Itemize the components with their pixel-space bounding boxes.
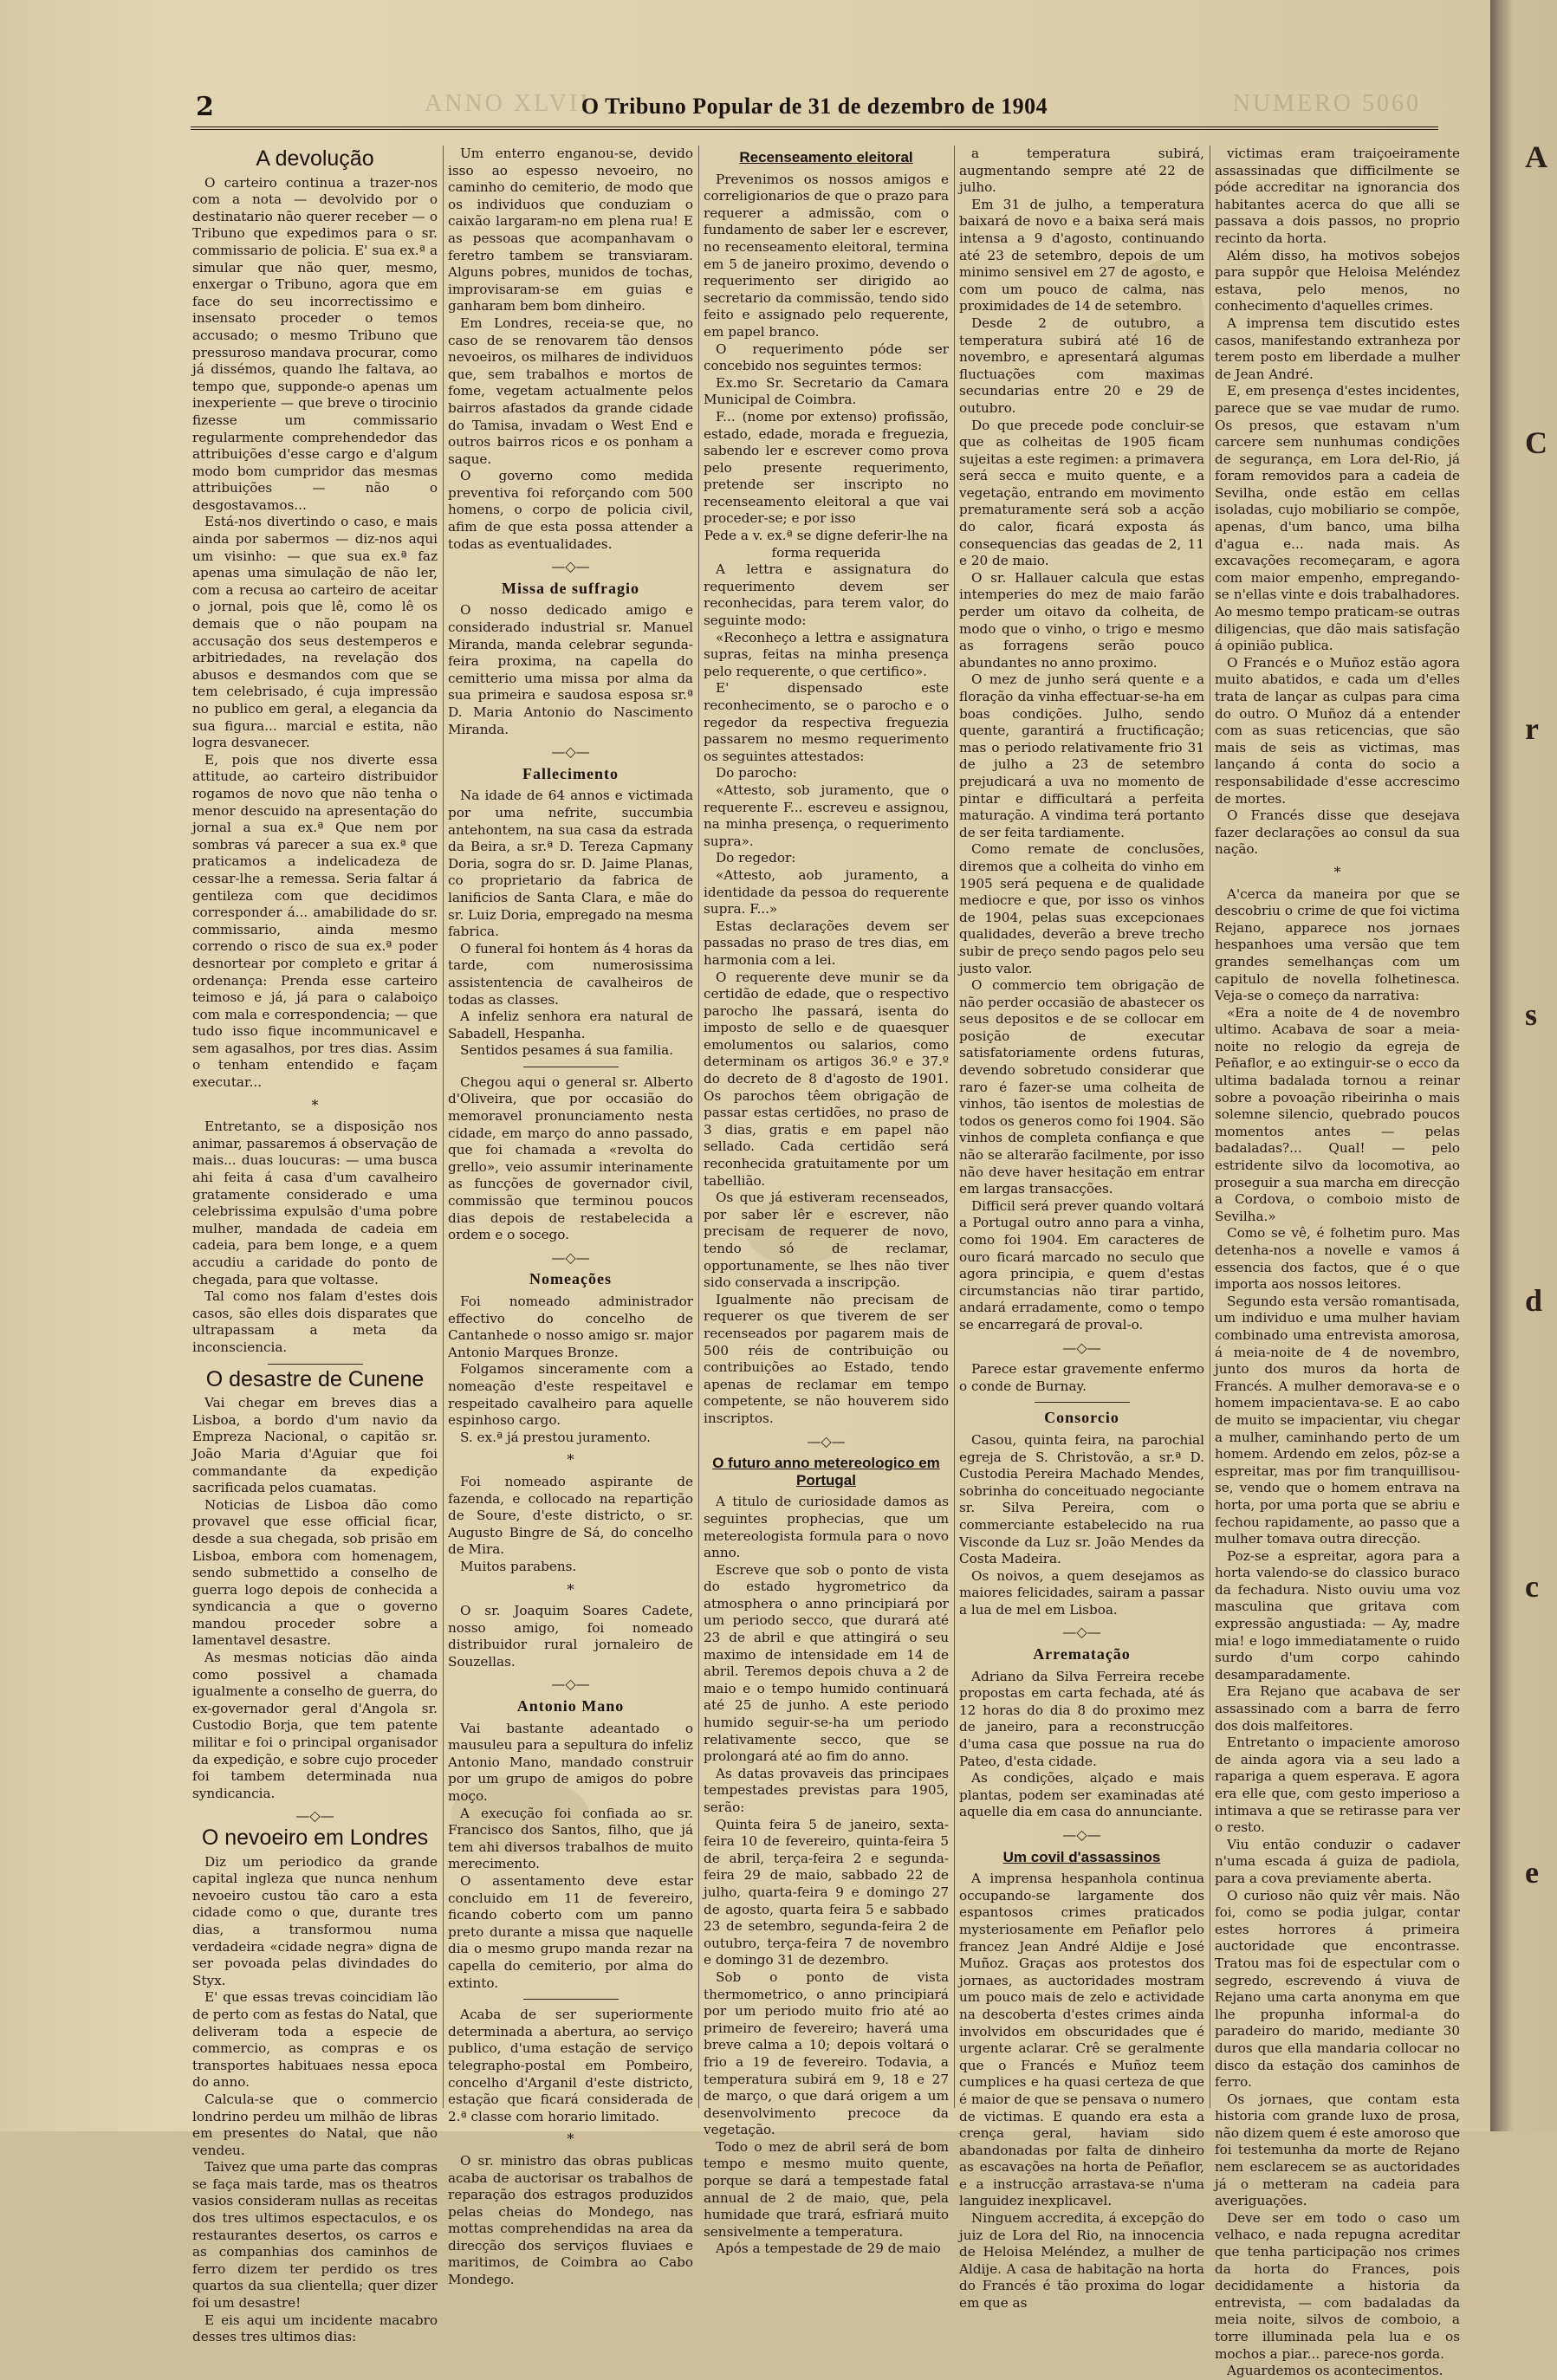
section-heading: O futuro anno metereologico em Portugal [712, 1455, 940, 1488]
paragraph: Do regedor: [716, 850, 796, 866]
paragraph: Poz-se a espreitar, agora para a horta valendo-se do classico buraco da fechadura. Nisto ouviu uma voz masculina que gritava com expressão angustiada: — Ay, madre mia! e logo immediatamente o ruido surdo d'um corpo cahindo desamparadamente. [1215, 1547, 1460, 1683]
section-heading: Nomeações [529, 1270, 612, 1288]
paragraph: Sentidos pesames á sua familia. [460, 1042, 674, 1059]
facing-page-letter: s [1525, 997, 1538, 1032]
ornament-divider: —◇— [551, 743, 590, 761]
paragraph: E' que essas trevas coincidiam lão de perto com as festas do Natal, que deliveram toda a especie de commercio, as compras e os transportes habituaes nessa epoca do anno. [192, 1989, 438, 2091]
paragraph: a temperatura subirá, augmentando sempre até 22 de julho. [959, 146, 1204, 196]
paragraph: A imprensa hespanhola continua occupando-se largamente dos espantosos crimes praticados mysteriosamente em Peñaflor pelo francez Jean André Aldije e José Muñoz. Graças aos protestos dos jornaes, as auctoridades mostram um pouco mais de zelo e actividade na descoberta d'estes crimes ainda involvidos em obscuridades que é urgente aclarar. Crê se geralmente que o Francés e Muñoz teem cumplices e ha quasi certeza de que é maior de que se pensava o numero de victimas. E quando era esta a crença geral, haviam sido abandonadas por falta de dinheiro as escavações na horta de Peñaflor, e a instrucção arrastava-se n'uma languidez inexplicavel. [959, 1871, 1204, 2209]
ornament-divider: —◇— [551, 1676, 590, 1693]
paragraph: Quinta feira 5 de janeiro, sexta-feira 10 de fevereiro, quinta-feira 5 de abril, terça-feira 2 e segunda-feira 29 de maio, sabbado 22 de julho, quarta-feira 9 e domingo 27 de agosto, quarta feira 5 e sabbado 23 de setembro, segunda-feira 2 de outubro, terça-feira 7 de novembro e domingo 31 de dezembro. [704, 1816, 949, 1968]
paragraph: Como se vê, é folhetim puro. Mas detenha-nos a novelle e vamos á essencia dos factos, que é o que importa aos nossos leitores. [1215, 1225, 1460, 1293]
column-3 [704, 146, 949, 2257]
paragraph: Em Londres, receia-se que, no caso de se renovarem tão densos nevoeiros, os milhares de individuos que, sem trabalhos e mortos de fome, vegetam actualmente pelos bairros afastados da grande cidade do Tamisa, invadam o West End e outros bairros ricos e os ponham a saque. [448, 315, 693, 467]
paragraph: Ex.mo Sr. Secretario da Camara Municipal de Coimbra. [704, 374, 949, 408]
paragraph: Está-nos divertindo o caso, e mais ainda por sabermos — diz-nos aqui um visinho: — que sua ex.ª faz apenas uma simulação de não ler, com a recusa ao carteiro de aceitar o jornal, pois que lê, como lê os demais que o não poupam na accusação dos seus destemperos e arbitriedades, na revelação dos abusos e desmandos com que se tem celebrisado, é cuja impressão no publico em geral, a elegancia da sua figura... marcial e estita, não logra desvanecer. [192, 514, 438, 751]
paragraph: Entretanto, se a disposição nos animar, passaremos á observação de mais... duas loucuras: — uma busca ahi feita á casa d'um cavalheiro gratamente considerado e uma celebrissima expulsão d'uma pobre mulher, mandada de cadeia em cadeia, para bem longe, e a quem accudiu a caridade do ponto de chegada, para que voltasse. [192, 1119, 438, 1287]
bleed-through-left: ANNO XLVII [425, 90, 591, 117]
paragraph: Um enterro enganou-se, devido isso ao espesso nevoeiro, no caminho do cemiterio, de modo que os individuos que conduziam o caixão largaram-no em plena rua! E as pessoas que acompanhavam o feretro tambem se transviaram. Alguns pobres, munidos de tochas, improvisaram-se em guias e ganharam bem bom dinheiro. [448, 146, 693, 315]
paragraph: «Reconheço a lettra e assignatura supras, feitas na minha presença pelo requerente, o que certifico». [704, 629, 949, 679]
masthead: O Tribuno Popular de 31 de dezembro de 1904 [581, 94, 1048, 119]
paragraph: O curioso não quiz vêr mais. Não foi, como se podia julgar, contar estes horrores á primeira auctoridade que encontrasse. Tratou mas foi de espectular com o segredo, escrevendo á viuva de Rejano uma carta anonyma em que lhe propunha informal-a do paradeiro do marido, mediante 30 duros que ella mandaria collocar no disco da estação dos caminhos de ferro. [1215, 1887, 1460, 2091]
asterisk-divider: * [567, 2130, 574, 2148]
paragraph: Era Rejano que acabava de ser assassinado com a barra de ferro dos dois malfeitores. [1215, 1683, 1460, 1734]
paragraph: Parece estar gravemente enfermo o conde de Burnay. [959, 1361, 1204, 1394]
paragraph: As mesmas noticias dão ainda como possivel a chamada igualmente a conselho de guerra, do ex-governador geral d'Angola sr. Custodio Borja, que tem patente militar e foi o principal organisador da expedição, e sobre cujo proceder foi tambem determinada nua syndicancia. [192, 1650, 438, 1801]
paragraph: O requerimento póde ser concebido nos seguintes termos: [704, 340, 949, 374]
paragraph: E' dispensado este reconhecimento, se o parocho e o regedor da respectiva freguezia passarem no mesmo requerimento os seguintes attestados: [704, 680, 949, 764]
ornament-divider: —◇— [1062, 1624, 1101, 1641]
paragraph: Como remate de conclusões, diremos que a colheita do vinho em 1905 será pequena e de qualidade mediocre e que, por isso os vinhos de 1904, pelas suas excepcionaes qualidades, deverão a breve trecho subir de preço sendo pagos pelo seu justo valor. [959, 841, 1204, 976]
paragraph: Prevenimos os nossos amigos e correligionarios de que o prazo para requerer a admissão, com o fundamento de saber ler e escrever, no recenseamento eleitoral, termina em 5 de janeiro proximo, devendo o requerimento ser dirigido ao secretario da commissão, tendo sido feito e assignado pelo requerente, em papel branco. [704, 171, 949, 340]
paragraph: O carteiro continua a trazer-nos com a nota — devolvido por o destinatario não querer receber — o Tribuno que expedimos para o sr. commissario de policia. E' sua ex.ª a simular que não quer, mesmo, enxergar o Tribuno, agora que em face do seu incorrectissimo e insensato proceder o temos accusado; o mesmo Tribuno que pressuroso mandava procurar, como já dissémos, quando lhe faltava, ao tempo que, supponde-o apenas um inexperiente — que breve o tirocinio fizesse um commissario regularmente comprehendedor das attribuições d'esse cargo e d'algum modo bom cumpridor das mesmas attribuições — não o desgostavamos... [192, 174, 438, 513]
facing-page-letter: C [1525, 425, 1547, 460]
paragraph: E, pois que nos diverte essa attitude, ao carteiro distribuidor rogamos de novo que não tenha o menor descuido na apresentação do jornal a sua ex.ª Que nem por sombras vá parecer a sua ex.ª que praticamos a indelicadeza de cessar-lhe a remessa. Seria faltar á gentileza com que decidimos corresponder á... amabilidade do sr. commissario, ainda mesmo correndo o risco de sua ex.ª poder desnortear por completo e gritar á ordenança: Prenda esse carteiro teimoso e já, já para o calaboiço com mala e correspondencia; — que tudo isso fique incommunicavel e sem agasalhos, por tres dias. Assim o tenham entendido e façam executar... [192, 751, 438, 1091]
paragraph: Desde 2 de outubro, a temperatura subirá até 16 de novembro, e apresentará algumas fluctuações com maximas secundarias entre 20 e 29 de outubro. [959, 315, 1204, 416]
asterisk-divider: * [567, 1580, 574, 1598]
facing-page-letter: d [1525, 1283, 1543, 1318]
paragraph: Os noivos, a quem desejamos as maiores felicidades, sairam a passar a lua de mel em Lisboa. [959, 1567, 1204, 1618]
asterisk-divider: * [1333, 863, 1341, 880]
paragraph: O requerente deve munir se da certidão de edade, que o respectivo parocho lhe passará, isenta do imposto de sello e de quaesquer emolumentos ou salarios, como determinam os artigos 36.º e 37.º do decreto de 8 d'agosto de 1901. Os parochos têem obrigação de passar estas certidões, no praso de 3 dias, gratis e em papel não sellado. Cada certidão será reconhecida gratuitamente por um tabellião. [704, 969, 949, 1189]
paragraph: Do parocho: [716, 765, 797, 781]
section-heading: Antonio Mano [516, 1697, 625, 1715]
paragraph: Casou, quinta feira, na parochial egreja de S. Christovão, a sr.ª D. Custodia Pereira Machado Mendes, sobrinha do conceituado negociante sr. Silva Pereira, com o commerciante estabelecido na rua Visconde da Luz sr. João Mendes da Costa Madeira. [959, 1431, 1204, 1567]
paragraph: Os que já estiveram recenseados, por saber lêr e escrever, não precisam de requerer de novo, tendo só de reclamar, opportunamente, se lhes não tiver sido conservada a inscripção. [704, 1190, 949, 1291]
column-5 [1215, 146, 1460, 2379]
asterisk-divider: * [567, 1451, 574, 1469]
paragraph: Todo o mez de abril será de bom tempo e mesmo muito quente, porque se dará a tempestade fatal annual de 2 de maio, que, pela humidade que trará, esfriará muito sensivelmente a temperatura. [704, 2138, 949, 2240]
ornament-divider: —◇— [807, 1432, 846, 1449]
paragraph: victimas eram traiçoeiramente assassinadas que difficilmente se póde accreditar na ignorancia dos habitantes acerca do que alli se passava a dois passos, no proprio recinto da horta. [1215, 146, 1460, 246]
column-2 [448, 146, 693, 2288]
section-heading: Arrematação [1033, 1645, 1131, 1663]
paragraph: O sr. Joaquim Soares Cadete, nosso amigo, foi nomeado distribuidor rural jornaleiro de Souzellas. [448, 1603, 693, 1670]
paragraph: O mez de junho será quente e a floração da vinha effectuar-se-ha em boas condições. Julho, sendo quente, garantirá a fructificação; mas o periodo relativamente frio 31 de julho a 23 de setembro prejudicará a uva no momento de pintar e difficultará a perfeita maturação. A vindima terá portanto de ser feita tardiamente. [959, 671, 1204, 840]
paragraph: Estas declarações devem ser passadas no praso de tres dias, em harmonia com a lei. [704, 918, 949, 968]
paragraph: A lettra e assignatura do requerimento devem ser reconhecidas, para terem valor, do seguinte modo: [704, 561, 949, 629]
paragraph: S. ex.ª já prestou juramento. [460, 1429, 651, 1445]
page-number: 2 [196, 92, 214, 122]
paragraph: Em 31 de julho, a temperatura baixará de novo e a baixa será mais intensa a 9 d'agosto, continuando até 23 de setembro, depois de um minimo sensivel em 27 de agosto, e com um pouco de calma, nas proximidades de 14 de setembro. [959, 196, 1204, 315]
paragraph: Foi nomeado administrador effectivo do concelho de Cantanhede o nosso amigo sr. major Antonio Marques Bronze. [448, 1294, 693, 1360]
paragraph: Adriano da Silva Ferreira recebe propostas em carta fechada, até ás 12 horas do dia 8 do proximo mez de janeiro, para a reconstrucção d'uma casa que possue na rua do Pateo, d'esta cidade. [959, 1668, 1204, 1769]
rule-divider [1035, 1402, 1130, 1403]
paragraph: Escreve que sob o ponto de vista do estado hygrometrico da atmosphera o anno principiará por um periodo secco, que durará até 23 de abril e que attingirá o seu maximo de intensidade em 14 de abril. Teremos depois chuva a 2 de maio e o tempo humido continuará até 25 de junho. A este periodo humido seguir-se-ha um periodo relativamente secco, que se prolongará até ao fim do anno. [704, 1561, 949, 1765]
paragraph: Calcula-se que o commercio londrino perdeu um milhão de libras em presentes do Natal, que não vendeu. [192, 2091, 438, 2158]
paragraph: Segundo esta versão romantisada, um individuo e uma mulher haviam combinado uma entrevista amorosa, á meia-noite de 4 de novembro, junto dos muros da horta de Francés. A mulher demorava-se e o homem impacientava-se. E ao cabo de muito se impacientar, viu chegar a mulher, caminhando perto de um homem. Ardendo em zelos, pôz-se a espreitar, mas por fim tranquillisou-se, vendo que o homem entrava na horta, por uma porta que se abriu e fechou rapidamente, ao passo que a mulher tomava outra direcção. [1215, 1293, 1460, 1547]
section-heading: Recenseamento eleitoral [739, 149, 913, 165]
paragraph: O Francés disse que desejava fazer declarações ao consul da sua nação. [1215, 807, 1460, 858]
paragraph: «Attesto, aob juramento, a identidade da pessoa do requerente supra. F...» [704, 866, 949, 918]
facing-page-letter: r [1525, 711, 1539, 746]
paragraph: A infeliz senhora era natural de Sabadell, Hespanha. [448, 1008, 693, 1041]
ornament-divider: —◇— [551, 1248, 590, 1266]
paragraph: E eis aqui um incidente macabro desses tres ultimos dias: [192, 2312, 438, 2345]
paragraph: Taivez que uma parte das compras se faça mais tarde, mas os theatros vasios consideram nullas as receitas dos tres ultimos espectaculos, e os restaurantes desertos, os carros e as companhias dos caminhos de ferro dizem ter perdido os tres quartos da sua clientella; quer dizer foi um desastre! [192, 2159, 438, 2312]
rule-divider [523, 1999, 619, 2000]
paragraph: O nosso dedicado amigo e considerado industrial sr. Manuel Miranda, manda celebrar segunda-feira proxima, na capella do cemitterio uma missa por alma da sua primeira e saudosa esposa sr.ª D. Maria Antonio do Nascimento Miranda. [448, 602, 693, 737]
section-heading: Consorcio [1044, 1409, 1119, 1427]
ornament-divider: —◇— [295, 1807, 334, 1825]
paragraph: A titulo de curiosidade damos as seguintes prophecias, que um metereologista formula para o novo anno. [704, 1494, 949, 1561]
paragraph: Ninguem accredita, á excepção do juiz de Lora del Rio, na innocencia de Heloisa Meléndez, a mulher de Aldije. A casa de habitação na horta do Francés é tão proxima do logar em que as [959, 2210, 1204, 2312]
facing-page-letter: A [1525, 139, 1547, 174]
section-heading: Missa de suffragio [502, 579, 639, 597]
paragraph: As condições, alçado e mais plantas, podem ser examinadas até aquelle dia em casa do annunciante. [959, 1770, 1204, 1820]
ornament-divider: —◇— [551, 558, 590, 575]
paragraph: O Francés e o Muñoz estão agora muito abatidos, e cada um d'elles trata de lançar as culpas para cima do outro. O Muñoz dá a entender com as suas reticencias, que são mais de seis as victimas, mas lançando á conta do socio a responsabilidade d'esse accrescimo de mortes. [1215, 654, 1460, 807]
paragraph: Foi nomeado aspirante de fazenda, e collocado na repartição de Soure, d'este districto, o sr. Augusto Bingre de Sá, do concelho de Mira. [448, 1473, 693, 1558]
paragraph: O sr. Hallauer calcula que estas intemperies do mez de maio farão perder um oitavo da colheita, de modo que o vinho, o trigo e mesmo as forragens serão pouco abundantes no anno proximo. [959, 569, 1204, 671]
paragraph: Igualmente não precisam de requerer os que tiverem de ser recenseados por pagarem mais de 500 réis de contribuição ou contribuições ao Estado, tendo apenas de reclamar em tempo competente, se não houverem sido inscriptos. [704, 1291, 949, 1426]
paragraph: Vai chegar em breves dias a Lisboa, a bordo d'um navio da Empreza Nacional, o capitão sr. João Maria d'Aguiar que foi commandante da expedição sacrificada pelos cuamatas. [192, 1395, 438, 1496]
asterisk-divider: * [311, 1096, 319, 1113]
bleed-through-right: NUMERO 5060 [1232, 90, 1421, 117]
article-headline: O nevoeiro em Londres [201, 1826, 429, 1850]
paragraph: Sob o ponto de vista thermometrico, o anno principiará por um periodo muito frio até ao primeiro de fevereiro; haverá uma breve calma a 10; depois voltará o frio a 19 de fevereiro. Todavia, a temperatura subirá em 9, 18 e 27 de março, o que dará origem a um desenvolvimento precoce da vegetação. [704, 1968, 949, 2138]
paragraph: O commercio tem obrigação de não perder occasião de abastecer os seus depositos e de se collocar em posição de executar satisfatoriamente ordens futuras, devendo sobretudo considerar que raro é fazer-se uma colheita de vinhos, tão isentos de molestias de todos os generos como foi 1904. São vinhos de completa confiança e que não se alterarão facilmente, por isso não deve haver hesitação em entrar em largas transacções. [959, 977, 1204, 1197]
paragraph: O assentamento deve estar concluido em 11 de fevereiro, ficando coberto com um panno preto durante a missa que naquelle dia o mesmo grupo manda rezar na capella do cemiterio, por alma do extinto. [448, 1873, 693, 1991]
article-headline: A devolução [256, 146, 374, 171]
paragraph: E, em presença d'estes incidentes, parece que se vae mudar de rumo. Os presos, que estavam n'um carcere sem nunhumas condições de segurança, em Lora del-Rio, já foram removidos para a cadeia de Sevilha, onde estão em cellas isoladas, cujo mobiliario se compõe, apenas, d'um banco, uma bilha d'agua e... nada mais. As excavações recomeçaram, e agora com maior empenho, empregando-se n'ellas vinte e dois trabalhadores. Ao mesmo tempo praticam-se outras diligencias, que dão mais satisfação á opinião publica. [1215, 383, 1460, 654]
section-heading: Um covil d'assassinos [1002, 1848, 1161, 1865]
paragraph: «Era a noite de 4 de novembro ultimo. Acabava de soar a meia-noite no relogio da egreja de Peñaflor, e ao extinguir-se o ecco da ultima badalada tornou a reinar sobre a povoação ribeirinha o mais solemne silencio, quebrado poucos momentos antes — pelas badaladas?... Qual! — pelo estridente silvo da locomotiva, ao proseguir a sua marcha em direcção a Cordova, o comboio misto de Sevilha.» [1215, 1004, 1460, 1224]
paragraph: A imprensa tem discutido estes casos, manifestando extranheza por terem posto em liberdade a mulher de Jean André. [1215, 315, 1460, 382]
paragraph: Os jornaes, que contam esta historia com grande luxo de prosa, não dizem quem é este amoroso que foi testemunha da morte de Rejano nem esclarecem se as auctoridades já o metteram na cadeia para averiguações. [1215, 2091, 1460, 2209]
paragraph: O sr. ministro das obras publicas acaba de auctorisar os trabalhos de reparação dos estragos produzidos pelas cheias do Mondego, nas mottas comprehendidas na area da direcção dos serviços fluviaes e maritimos, de Coimbra ao Cabo Mondego. [448, 2152, 693, 2288]
ornament-divider: —◇— [1062, 1826, 1101, 1843]
page-header [191, 87, 1438, 130]
rule-divider [268, 1364, 363, 1365]
paragraph: Folgamos sinceramente com a nomeação d'este respeitavel e respeitado cavalheiro para aquelle espinhoso cargo. [448, 1361, 693, 1429]
ornament-divider: —◇— [1062, 1339, 1101, 1356]
column-divider [698, 146, 699, 2108]
paragraph: Viu então conduzir o cadaver n'uma escada á guiza de padiola, para a cova previamente aberta. [1215, 1836, 1460, 1886]
paragraph: Difficil será prever quando voltará a Portugal outro anno para a vinha, como foi 1904. Em caracteres de ouro ficará marcado no seculo que agora principia, e quem d'estas circumstancias não tirar partido, andará erradamente, como o tempo se encarregará de proval-o. [959, 1197, 1204, 1333]
paragraph: A execução foi confiada ao sr. Francisco dos Santos, filho, que já tem ahi diversos trabalhos de muito merecimento. [448, 1805, 693, 1872]
paragraph: Muitos parabens. [460, 1558, 577, 1574]
facing-page-edge [1490, 0, 1557, 2131]
column-divider [443, 146, 444, 2108]
paragraph: Além disso, ha motivos sobejos para suppôr que Heloisa Meléndez estava, pelo menos, no conhecimento d'aquelles crimes. [1215, 247, 1460, 315]
paragraph: Pede a v. ex.ª se digne deferir-lhe na forma requerida [704, 528, 949, 561]
paragraph: A'cerca da maneira por que se descobriu o crime de que foi victima Rejano, apparece nos jornaes hespanhoes uma versão que tem grandes semelhanças com um capitulo de novella folhetinesca. Veja-se o começo da narrativa: [1215, 885, 1460, 1004]
article-headline: O desastre de Cunene [205, 1366, 425, 1391]
paragraph: Chegou aqui o general sr. Alberto d'Oliveira, que por occasião do memoravel pronunciamento nesta cidade, em março do anno passado, que foi chamada a «revolta do grello», veio assumir interinamente as funcções de governador civil, commissão que terminou poucos dias depois de restabelecida a ordem e o socego. [448, 1073, 693, 1243]
paragraph: Acaba de ser superiormente determinada a abertura, ao serviço publico, d'uma estação de serviço telegrapho-postal em Pombeiro, concelho d'Arganil d'este districto, estação que ficará considerada de 2.ª classe com horario limitado. [448, 2007, 693, 2124]
paragraph: Deve ser em todo o caso um velhaco, e nada repugna acreditar que tenha participação nos crimes da horta do Frances, pois decididamente a historia da entrevista, — com badaladas da meia noite, silvos de comboio, a torre illuminada pela lua e os mochos a piar... parece-nos gorda. [1215, 2209, 1460, 2362]
paragraph: Entretanto o impaciente amoroso de ainda agora via a seu lado a rapariga a quem esperava. E agora era elle que, com gesto imperioso a intimava a que se retirasse para ver o resto. [1215, 1735, 1460, 1836]
paragraph: Após a tempestade de 29 de maio [716, 2241, 941, 2257]
column-1 [192, 146, 438, 2345]
paragraph: F... (nome por extenso) profissão, estado, edade, morada e freguezia, sabendo ler e escrever como prova pelo presente requerimento, pretende ser inscripto no recenseamento eleitoral a que vai proceder-se; e por isso [704, 408, 949, 527]
paragraph: O governo como medida preventiva foi reforçando com 500 homens, o corpo de policia civil, afim de que esta possa attender a todas as eventualidades. [448, 468, 693, 552]
facing-page-letter: c [1525, 1569, 1539, 1604]
paragraph: Diz um periodico da grande capital ingleza que nunca nenhum nevoeiro custou tão caro a esta cidade como o que, durante tres dias, a transformou numa verdadeira «cidade negra» digna de ser povoada pelas divindades do Styx. [192, 1853, 438, 1988]
paragraph: Tal como nos falam d'estes dois casos, são elles dois disparates que ultrapassam a meta da inconsciencia. [192, 1288, 438, 1355]
facing-page-letter: e [1525, 1855, 1539, 1890]
column-4 [959, 146, 1204, 2312]
paragraph: «Attesto, sob juramento, que o requerente F... escreveu e assignou, na minha presença, o requerimento supra». [704, 781, 949, 849]
paragraph: Na idade de 64 annos e victimada por uma nefrite, succumbia antehontem, na sua casa da estrada da Beira, a sr.ª D. Tereza Capmany Doria, sogra do sr. D. Jaime Planas, co proprietario da fabrica de lanificios de Santa Clara, e mãe do sr. Luiz Doria, empregado na mesma fabrica. [448, 788, 693, 940]
section-heading: Fallecimento [522, 764, 619, 782]
paragraph: Do que precede pode concluir-se que as colheitas de 1905 ficam sujeitas a este regimen: a primavera será secca e muito quente, e a vegetação, entrando em movimento prematuramente será sob a acção do calor, ficará exposta ás consequencias das geadas de 2, 11 e 20 de maio. [959, 417, 1204, 569]
paragraph: Noticias de Lisboa dão como provavel que esse official ficar, desde a sua chegada, sob prisão em Lisboa, embora com homenagem, sendo submettido a conselho de guerra logo depois de conhecida a syndicancia a que o governo mandou proceder sobre a lamentavel desastre. [192, 1496, 438, 1649]
paragraph: Aguardemos os acontecimentos. [1227, 2363, 1443, 2379]
paragraph: Vai bastante adeantado o mausuleu para a sepultura do infeliz Antonio Mano, mandado construir por um grupo de amigos do pobre moço. [448, 1720, 693, 1805]
paragraph: O funeral foi hontem ás 4 horas da tarde, com numerosissima assistentencia de cavalheiros de todas as classes. [448, 940, 693, 1008]
column-divider [954, 146, 955, 2108]
paragraph: As datas provaveis das principaes tempestades previstas para 1905, serão: [704, 1765, 949, 1815]
